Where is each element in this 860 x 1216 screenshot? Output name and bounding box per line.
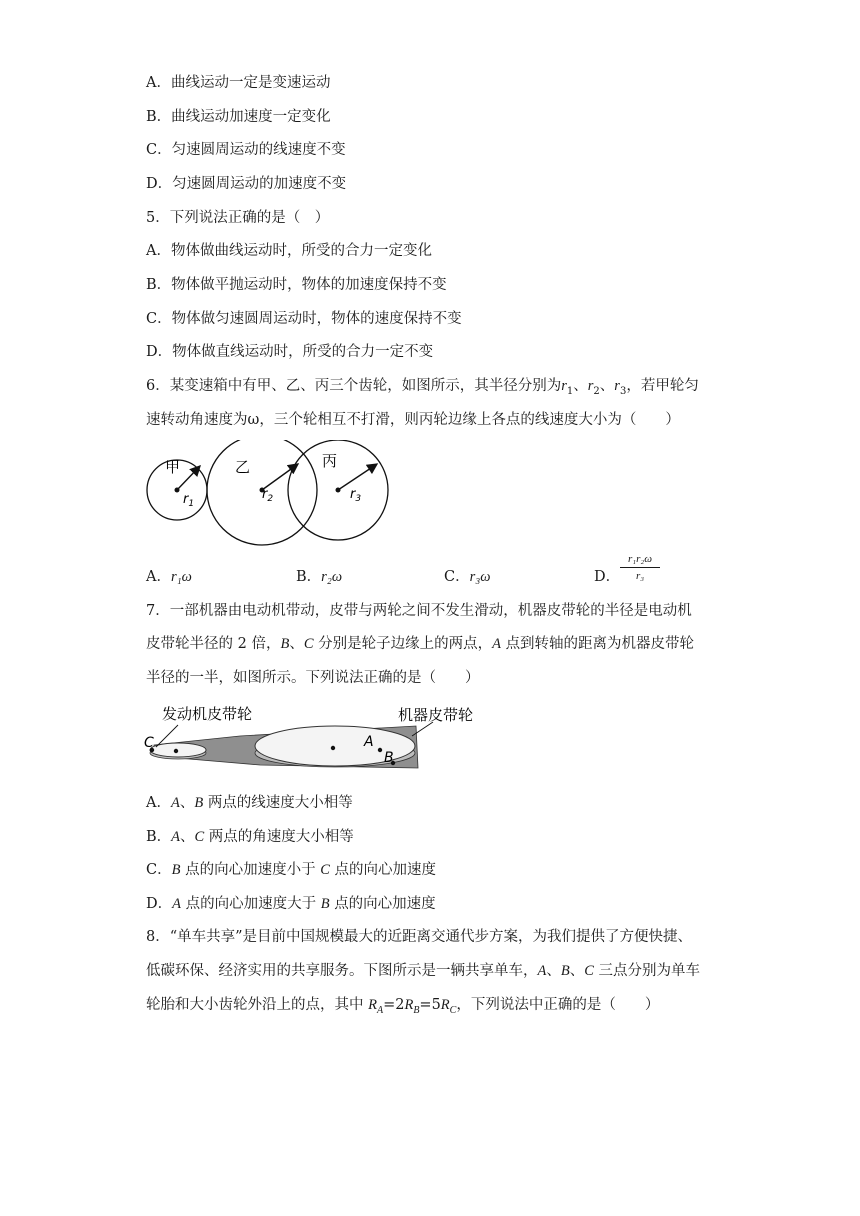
q6-option-c: C．r₃ω bbox=[444, 569, 491, 585]
q7-option-b: B．A、C 两点的角速度大小相等 bbox=[146, 829, 354, 845]
point-label-a: A bbox=[364, 734, 374, 750]
radius-label-r1: $r_1$ bbox=[183, 492, 195, 509]
q6-option-d-fraction: r₁r₂ω r₃ bbox=[620, 553, 660, 582]
q8-stem-line2: 低碳环保、经济实用的共享服务。下图所示是一辆共享单车，A、B、C 三点分别为单车 bbox=[146, 963, 700, 979]
q4-option-d: D．匀速圆周运动的加速度不变 bbox=[146, 176, 347, 192]
belt-figure bbox=[140, 700, 510, 780]
q5-option-b: B．物体做平抛运动时，物体的加速度保持不变 bbox=[146, 277, 447, 293]
gear-label-yi: 乙 bbox=[235, 458, 251, 476]
point-label-b: B bbox=[384, 750, 394, 766]
q7-stem-line2: 皮带轮半径的 2 倍，B、C 分别是轮子边缘上的两点，A 点到转轴的距离为机器皮带轮 bbox=[146, 636, 695, 652]
label-machine-pulley: 机器皮带轮 bbox=[398, 706, 474, 724]
q7-option-a: A．A、B 两点的线速度大小相等 bbox=[146, 795, 353, 811]
q8-stem-line1: 8．“单车共享”是目前中国规模最大的近距离交通代步方案，为我们提供了方便快捷、 bbox=[146, 929, 693, 945]
q5-stem: 5．下列说法正确的是（ ） bbox=[146, 210, 330, 226]
q6-option-d-label: D． bbox=[594, 569, 621, 585]
q4-option-b: B．曲线运动加速度一定变化 bbox=[146, 109, 331, 125]
q6-option-a: A．r₁ω bbox=[146, 569, 192, 585]
label-motor-pulley: 发动机皮带轮 bbox=[162, 705, 253, 723]
q4-option-a: A．曲线运动一定是变速运动 bbox=[146, 75, 331, 91]
radius-label-r2: $r_2$ bbox=[262, 487, 274, 504]
q6-stem-line1: 6．某变速箱中有甲、乙、丙三个齿轮，如图所示，其半径分别为$r_1$、$r_2$、$r_3$，若甲轮匀 bbox=[146, 378, 699, 397]
radius-label-r3: $r_3$ bbox=[350, 487, 362, 504]
q4-option-c: C．匀速圆周运动的线速度不变 bbox=[146, 142, 346, 158]
q7-option-d: D．A 点的向心加速度大于 B 点的向心加速度 bbox=[146, 896, 436, 912]
q7-stem-line3: 半径的一半，如图所示。下列说法正确的是（ ） bbox=[146, 670, 480, 686]
q7-stem-line1: 7．一部机器由电动机带动，皮带与两轮之间不发生滑动，机器皮带轮的半径是电动机 bbox=[146, 603, 692, 619]
q7-option-c: C．B 点的向心加速度小于 C 点的向心加速度 bbox=[146, 862, 436, 878]
q5-option-a: A．物体做曲线运动时，所受的合力一定变化 bbox=[146, 243, 432, 259]
q8-stem-line3: 轮胎和大小齿轮外沿上的点，其中 $R_A=2R_B=5R_C$，下列说法中正确的是（ ） bbox=[146, 997, 660, 1016]
gear-label-bing: 丙 bbox=[322, 452, 338, 470]
gear-figure bbox=[140, 440, 400, 550]
point-label-c: C bbox=[144, 735, 154, 751]
q6-stem-line2: 速转动角速度为ω，三个轮相互不打滑，则丙轮边缘上各点的线速度大小为（ ） bbox=[146, 412, 680, 428]
gear-label-jia: 甲 bbox=[165, 458, 181, 476]
q5-option-d: D．物体做直线运动时，所受的合力一定不变 bbox=[146, 344, 434, 360]
q5-option-c: C．物体做匀速圆周运动时，物体的速度保持不变 bbox=[146, 311, 462, 327]
q6-option-b: B．r₂ω bbox=[296, 569, 343, 585]
